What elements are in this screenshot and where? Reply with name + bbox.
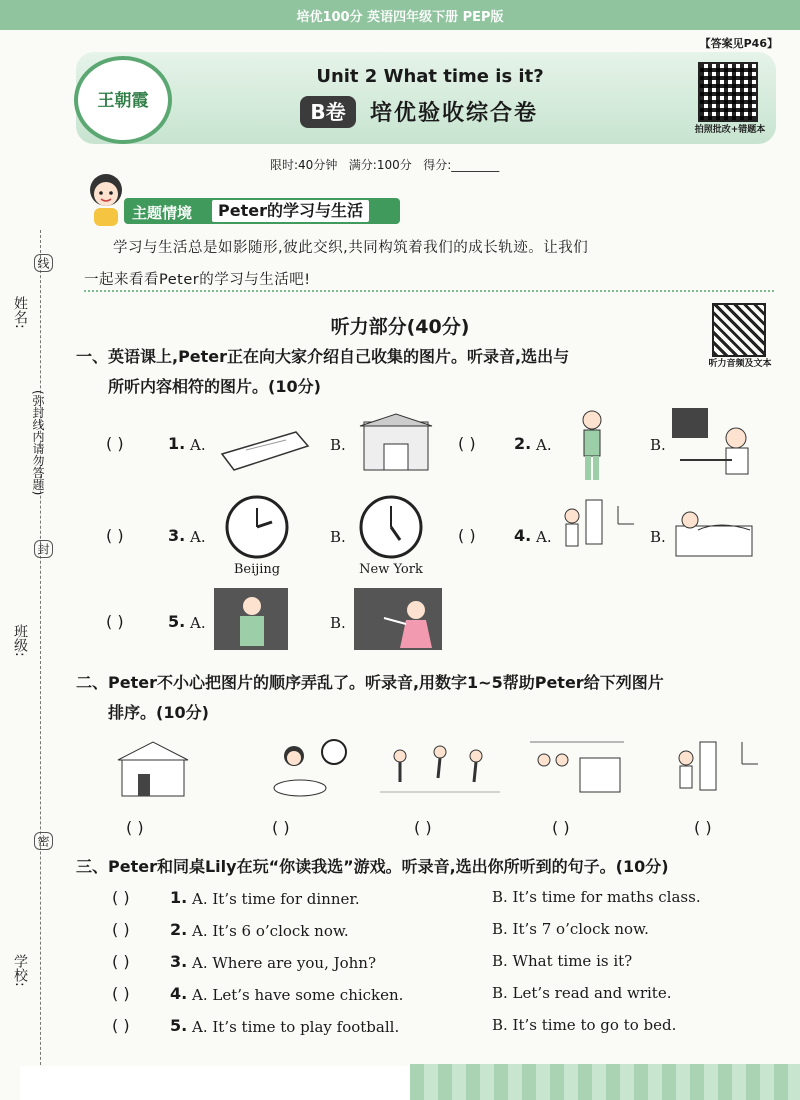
exam-meta bbox=[270, 156, 499, 173]
qr-caption: 拍照批改+错题本 bbox=[694, 125, 766, 135]
question-number: 1. bbox=[170, 888, 188, 907]
question-number: 3. bbox=[168, 526, 186, 545]
question-number: 2. bbox=[514, 434, 532, 453]
theme-name: Peter的学习与生活 bbox=[212, 200, 369, 222]
boy-eating-picture[interactable] bbox=[670, 406, 756, 478]
section3-title: 三、Peter和同桌Lily在玩“你读我选”游戏。听录音,选出你所听到的句子。(10分) bbox=[76, 857, 669, 876]
seal-note: (弥封线内请勿答题) bbox=[31, 390, 45, 496]
answer-blank[interactable]: ( ) bbox=[106, 612, 124, 631]
logo-text: 王朝霞 bbox=[97, 91, 149, 111]
book-title: 培优100分 英语四年级下册 PEP版 bbox=[296, 10, 504, 25]
answer-blank[interactable]: ( ) bbox=[112, 888, 130, 907]
section2-title-line1: 二、Peter不小心把图片的顺序弄乱了。听录音,用数字1~5帮助Peter给下列图片 bbox=[76, 673, 664, 692]
boy-going-home-picture[interactable] bbox=[560, 494, 640, 574]
unit-title: Unit 2 What time is it? bbox=[316, 66, 544, 87]
question-number: 5. bbox=[170, 1016, 188, 1035]
question-number: 1. bbox=[168, 434, 186, 453]
answer-blank[interactable]: ( ) bbox=[112, 984, 130, 1003]
option-b-label: B. bbox=[330, 436, 346, 454]
class-label: 班级: bbox=[12, 624, 28, 657]
theme-text-line2: 一起来看看Peter的学习与生活吧! bbox=[84, 272, 311, 288]
sentence-option-a[interactable]: A. Let’s have some chicken. bbox=[192, 986, 404, 1004]
sentence-option-a[interactable]: A. It’s time for dinner. bbox=[192, 890, 360, 908]
option-b-label: B. bbox=[330, 614, 346, 632]
name-label: 姓名: bbox=[12, 296, 28, 329]
sentence-option-b[interactable]: B. It’s time to go to bed. bbox=[492, 1016, 677, 1034]
children-running-picture[interactable] bbox=[380, 742, 500, 798]
set-badge: B卷 bbox=[300, 96, 356, 128]
question-number: 3. bbox=[170, 952, 188, 971]
school-label: 学校: bbox=[12, 954, 28, 987]
order-blank[interactable]: ( ) bbox=[552, 818, 570, 837]
boy-at-door-picture[interactable] bbox=[672, 738, 762, 804]
sentence-option-b[interactable]: B. Let’s read and write. bbox=[492, 984, 672, 1002]
order-blank[interactable]: ( ) bbox=[414, 818, 432, 837]
option-a-label: A. bbox=[536, 528, 552, 546]
audio-qr-code-icon[interactable] bbox=[712, 303, 766, 357]
option-b-label: B. bbox=[650, 436, 666, 454]
section1-title-line2: 所听内容相符的图片。(10分) bbox=[108, 377, 321, 396]
divider bbox=[84, 290, 774, 292]
answer-blank[interactable]: ( ) bbox=[458, 434, 476, 453]
section1-title-line1: 一、英语课上,Peter正在向大家介绍自己收集的图片。听录音,选出与 bbox=[76, 347, 570, 366]
theme-text-line1: 学习与生活总是如影随形,彼此交织,共同构筑着我们的成长轨迹。让我们 bbox=[113, 240, 589, 256]
section2-title bbox=[76, 668, 796, 728]
order-blank[interactable]: ( ) bbox=[126, 818, 144, 837]
boy-in-bed-picture[interactable] bbox=[670, 500, 760, 566]
option-b-label: B. bbox=[330, 528, 346, 546]
ticket-picture[interactable] bbox=[216, 416, 312, 476]
order-blank[interactable]: ( ) bbox=[272, 818, 290, 837]
theme-tag: 主题情境 bbox=[132, 204, 193, 222]
theme-intro bbox=[84, 232, 784, 296]
question-number: 4. bbox=[170, 984, 188, 1003]
seal-line bbox=[40, 230, 41, 1090]
option-a-label: A. bbox=[536, 436, 552, 454]
answer-blank[interactable]: ( ) bbox=[106, 526, 124, 545]
full-score: 满分:100分 bbox=[348, 158, 412, 172]
option-a-label: A. bbox=[190, 436, 206, 454]
school-building-picture[interactable] bbox=[108, 738, 198, 800]
clock-beijing-icon[interactable] bbox=[224, 494, 290, 560]
bottom-decoration bbox=[410, 1064, 800, 1100]
time-limit: 限时:40分钟 bbox=[270, 158, 338, 172]
option-a-label: A. bbox=[190, 528, 206, 546]
answer-blank[interactable]: ( ) bbox=[106, 434, 124, 453]
section2-title-line2: 排序。(10分) bbox=[108, 703, 209, 722]
sentence-option-a[interactable]: A. It’s 6 o’clock now. bbox=[192, 922, 349, 940]
answer-blank[interactable]: ( ) bbox=[112, 952, 130, 971]
line-mark: 线 bbox=[34, 254, 53, 272]
music-class-picture[interactable] bbox=[530, 738, 624, 800]
set-title: 培优验收综合卷 bbox=[370, 101, 539, 126]
girl-dinner-picture[interactable] bbox=[270, 738, 352, 800]
bottom-blank bbox=[20, 1066, 410, 1100]
clock-newyork-icon[interactable] bbox=[358, 494, 424, 560]
clock-label-beijing: Beijing bbox=[233, 562, 281, 577]
section1-title bbox=[76, 342, 696, 402]
clock-label-newyork: New York bbox=[359, 562, 423, 577]
option-b-label: B. bbox=[650, 528, 666, 546]
secret-mark: 密 bbox=[34, 832, 53, 850]
answer-blank[interactable]: ( ) bbox=[112, 920, 130, 939]
boy-waking-picture[interactable] bbox=[566, 406, 616, 484]
option-a-label: A. bbox=[190, 614, 206, 632]
score-field[interactable]: 得分:________ bbox=[423, 158, 500, 172]
library-building-picture[interactable] bbox=[354, 412, 438, 478]
audio-qr-caption: 听力音频及文本 bbox=[708, 359, 772, 369]
sentence-option-b[interactable]: B. It’s 7 o’clock now. bbox=[492, 920, 649, 938]
woman-teacher-picture[interactable] bbox=[354, 588, 442, 650]
sentence-option-a[interactable]: A. It’s time to play football. bbox=[192, 1018, 400, 1036]
answer-blank[interactable]: ( ) bbox=[112, 1016, 130, 1035]
sentence-option-b[interactable]: B. It’s time for maths class. bbox=[492, 888, 701, 906]
question-number: 5. bbox=[168, 612, 186, 631]
sentence-option-b[interactable]: B. What time is it? bbox=[492, 952, 633, 970]
order-blank[interactable]: ( ) bbox=[694, 818, 712, 837]
listening-title: 听力部分(40分) bbox=[330, 316, 470, 338]
answer-blank[interactable]: ( ) bbox=[458, 526, 476, 545]
answer-reference: 【答案见P46】 bbox=[699, 37, 778, 50]
seal-mark: 封 bbox=[34, 540, 53, 558]
qr-code-icon[interactable] bbox=[698, 62, 758, 122]
question-number: 4. bbox=[514, 526, 532, 545]
boy-teacher-picture[interactable] bbox=[214, 588, 288, 650]
question-number: 2. bbox=[170, 920, 188, 939]
sentence-option-a[interactable]: A. Where are you, John? bbox=[192, 954, 377, 972]
